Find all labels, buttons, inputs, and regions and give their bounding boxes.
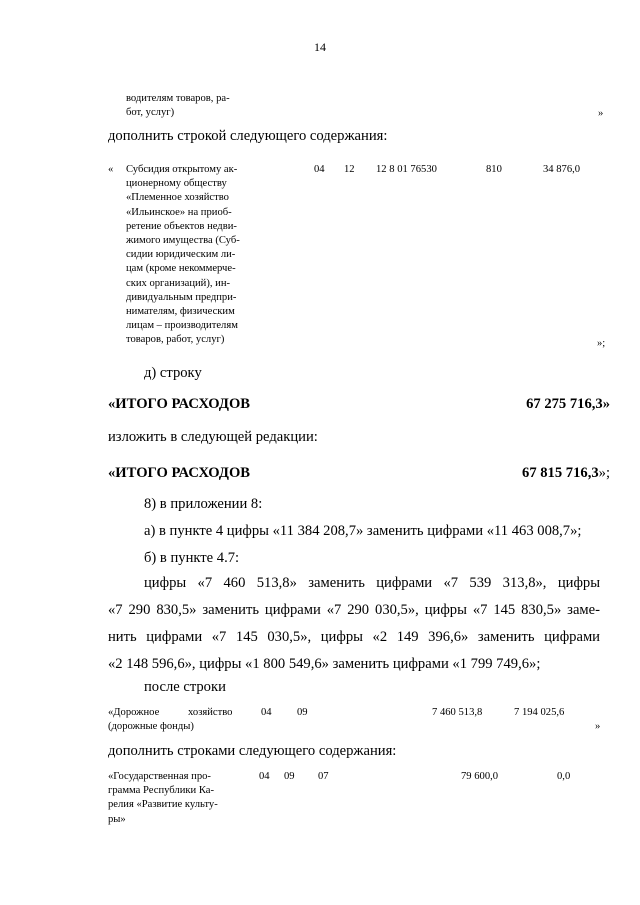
row3-name-line: ры» (108, 813, 126, 825)
row1-name-line: цам (кроме некоммерче- (126, 263, 236, 275)
row-continuation-line: водителям товаров, ра- (126, 93, 230, 104)
row2-name-part: «Дорожное (108, 707, 160, 718)
paragraph-line: нить цифрами «7 145 030,5», цифры «2 149 396,6» заменить цифрами (108, 629, 600, 645)
close-quote: » (595, 721, 601, 732)
row1-amount: 34 876,0 (543, 164, 581, 175)
after-row-text: после строки (144, 679, 226, 695)
row1-name-line: сидии юридическим ли- (126, 249, 236, 261)
total-new-value: 67 815 716,3 (522, 465, 599, 481)
row1-expense-type: 810 (486, 164, 502, 175)
row1-subsection-code: 12 (344, 164, 355, 175)
row1-name-cell (126, 163, 240, 348)
row-continuation (126, 92, 230, 120)
row2-subsection-code: 09 (297, 707, 308, 718)
instruction-text: изложить в следующей редакции: (108, 429, 318, 445)
row1-name-line: товаров, работ, услуг) (126, 334, 225, 346)
row2-section-code: 04 (261, 707, 272, 718)
row1-target-code: 12 8 01 76530 (376, 164, 437, 175)
page-number: 14 (314, 40, 326, 54)
row1-name-line: лицам – производителям (126, 320, 238, 332)
row3-program-code: 07 (318, 771, 329, 782)
item-b: б) в пункте 4.7: (144, 550, 240, 566)
row3-subsection-code: 09 (284, 771, 295, 782)
row1-name-line: «Ильинское» на приоб- (126, 206, 232, 218)
row3-name-line: релия «Развитие культу- (108, 799, 218, 811)
paragraph-line: «2 148 596,6», цифры «1 800 549,6» заменить цифрами «1 799 749,6»; (108, 656, 541, 672)
row2-name-line: (дорожные фонды) (108, 721, 194, 732)
total-new-label: «ИТОГО РАСХОДОВ (108, 465, 251, 481)
row1-name-line: ционерному обществу (126, 178, 227, 190)
row2-amount-2: 7 194 025,6 (514, 707, 565, 718)
item-a: а) в пункте 4 цифры «11 384 208,7» заменить цифрами «11 463 008,7»; (144, 523, 582, 539)
row1-name-line: нимателям, физическим (126, 306, 235, 318)
close-quote: » (598, 108, 604, 119)
row1-name-line: ретение объектов недви- (126, 220, 237, 232)
row1-name-line: «Племенное хозяйство (126, 192, 229, 204)
item-d: д) строку (144, 365, 202, 381)
row1-name-line: дивидуальным предпри- (126, 291, 237, 303)
total-new-suffix: »; (598, 465, 610, 481)
instruction-text: дополнить строками следующего содержания: (108, 743, 397, 759)
row2-name-part: хозяйство (188, 707, 233, 718)
total-old-value: 67 275 716,3» (526, 396, 610, 412)
row2-amount-1: 7 460 513,8 (432, 707, 483, 718)
row1-name-line: ских организаций), ин- (126, 277, 231, 289)
row3-amount-2: 0,0 (557, 771, 571, 782)
row3-name-line: грамма Республики Ка- (108, 785, 214, 797)
row3-section-code: 04 (259, 771, 270, 782)
row1-name-line: Субсидия открытому ак- (126, 164, 238, 175)
row-continuation-line: бот, услуг) (126, 107, 175, 119)
paragraph-line: цифры «7 460 513,8» заменить цифрами «7 539 313,8», цифры (144, 575, 600, 591)
row1-name-line: жимого имущества (Суб- (126, 235, 240, 247)
row3-name-cell (108, 770, 218, 827)
row1-section-code: 04 (314, 164, 325, 175)
close-quote: »; (597, 338, 606, 349)
total-new-value-group (522, 464, 610, 482)
open-quote: « (108, 164, 114, 175)
paragraph-line: «7 290 830,5» заменить цифрами «7 290 030,5», цифры «7 145 830,5» заме- (108, 602, 600, 618)
row3-name-line: «Государственная про- (108, 771, 211, 782)
total-old-label: «ИТОГО РАСХОДОВ (108, 396, 251, 412)
item-8: 8) в приложении 8: (144, 496, 263, 512)
instruction-text: дополнить строкой следующего содержания: (108, 128, 388, 144)
row3-amount-1: 79 600,0 (461, 771, 499, 782)
